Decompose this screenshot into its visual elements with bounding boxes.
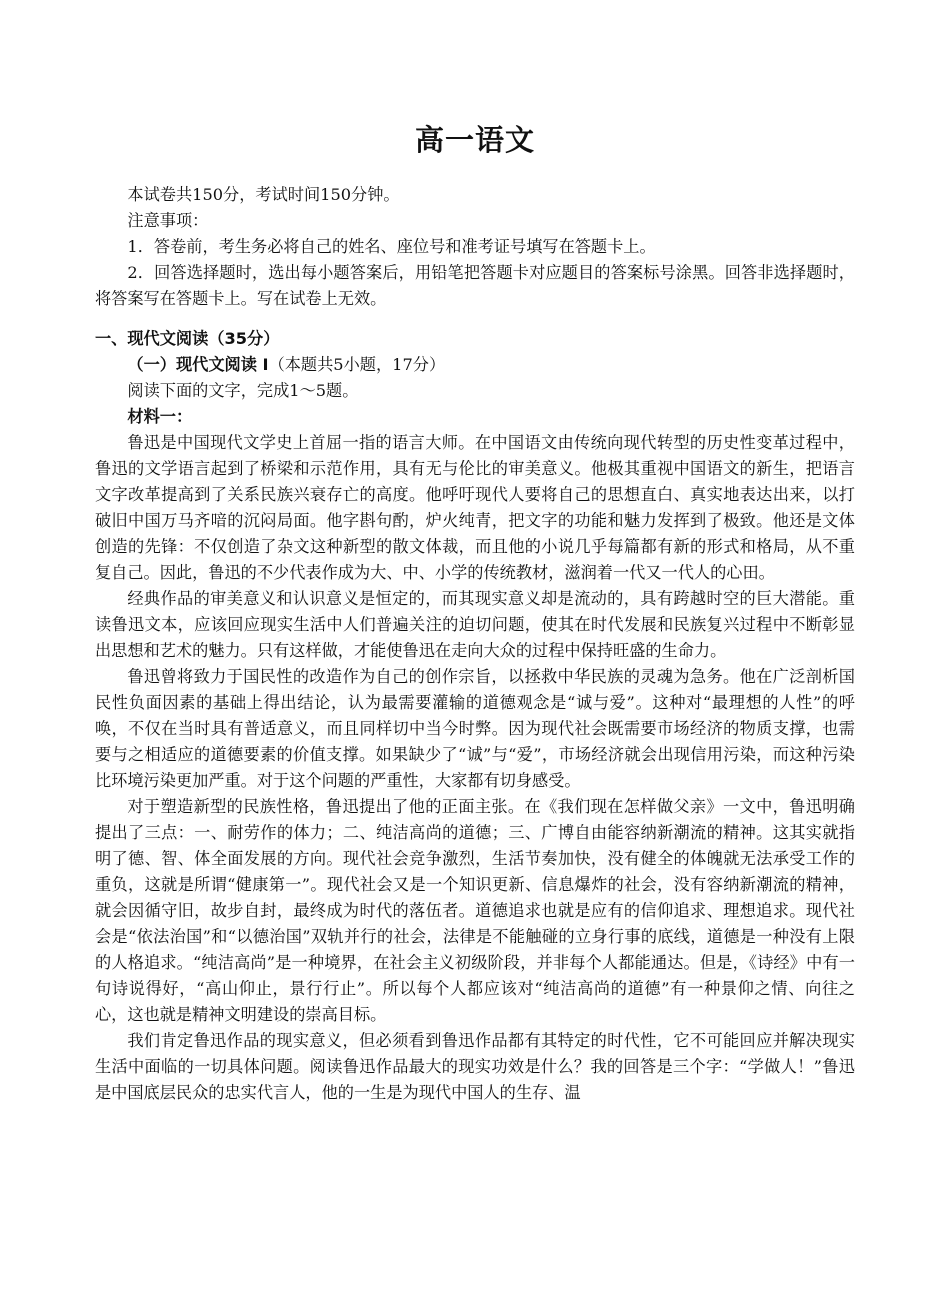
body-paragraph: 经典作品的审美意义和认识意义是恒定的，而其现实意义却是流动的，具有跨越时空的巨大潜能。重读鲁迅文本，应该回应现实生活中人们普遍关注的迫切问题，使其在时代发展和民族复兴过程中不断彰显出思想和艺术的魅力。只有这样做，才能使鲁迅在走向大众的过程中保持旺盛的生命力。: [95, 589, 855, 660]
body-paragraph: 对于塑造新型的民族性格，鲁迅提出了他的正面主张。在《我们现在怎样做父亲》一文中，鲁迅明确提出了三点：一、耐劳作的体力；二、纯洁高尚的道德；三、广博自由能容纳新潮流的精神。这其实就指明了德、智、体全面发展的方向。现代社会竞争激烈，生活节奏加快，没有健全的体魄就无法承受工作的重负，这就是所谓“健康第一”。现代社会又是一个知识更新、信息爆炸的社会，没有容纳新潮流的精神，就会因循守旧，故步自封，最终成为时代的落伍者。道德追求也就是应有的信仰追求、理想追求。现代社会是“依法治国”和“以德治国”双轨并行的社会，法律是不能触碰的立身行事的底线，道德是一种没有上限的人格追求。“纯洁高尚”是一种境界，在社会主义初级阶段，并非每个人都能通达。但是，《诗经》中有一句诗说得好，“高山仰止，景行行止”。所以每个人都应该对“纯洁高尚的道德”有一种景仰之情、向往之心，这也就是精神文明建设的崇高目标。: [95, 797, 855, 1024]
exam-info: 本试卷共150分，考试时间150分钟。: [127, 185, 400, 204]
subsection-meta: （本题共5小题，17分）: [268, 355, 446, 374]
material-label: 材料一：: [127, 407, 193, 426]
body-paragraph: 鲁迅是中国现代文学史上首屈一指的语言大师。在中国语文由传统向现代转型的历史性变革过程中，鲁迅的文学语言起到了桥梁和示范作用，具有无与伦比的审美意义。他极其重视中国语文的新生，把语言文字改革提高到了关系民族兴衰存亡的高度。他呼吁现代人要将自己的思想直白、真实地表达出来，以打破旧中国万马齐喑的沉闷局面。他字斟句酌，炉火纯青，把文字的功能和魅力发挥到了极致。他还是文体创造的先锋：不仅创造了杂文这种新型的散文体裁，而且他的小说几乎每篇都有新的形式和格局，从不重复自己。因此，鲁迅的不少代表作成为大、中、小学的传统教材，滋润着一代又一代人的心田。: [95, 433, 855, 582]
body-paragraph: 我们肯定鲁迅作品的现实意义，但必须看到鲁迅作品都有其特定的时代性，它不可能回应并解决现实生活中面临的一切具体问题。阅读鲁迅作品最大的现实功效是什么？我的回答是三个字：“学做人！”鲁迅是中国底层民众的忠实代言人，他的一生是为现代中国人的生存、温: [95, 1031, 855, 1102]
reading-instruction: 阅读下面的文字，完成1～5题。: [127, 381, 359, 400]
notice-label: 注意事项：: [127, 211, 209, 230]
body-paragraph: 鲁迅曾将致力于国民性的改造作为自己的创作宗旨，以拯救中华民族的灵魂为急务。他在广泛剖析国民性负面因素的基础上得出结论，认为最需要灌输的道德观念是“诚与爱”。这种对“最理想的人性”的呼唤，不仅在当时具有普适意义，而且同样切中当今时弊。因为现代社会既需要市场经济的物质支撑，也需要与之相适应的道德要素的价值支撑。如果缺少了“诚”与“爱”，市场经济就会出现信用污染，而这种污染比环境污染更加严重。对于这个问题的严重性，大家都有切身感受。: [95, 667, 855, 790]
subsection-title: （一）现代文阅读 Ⅰ: [127, 355, 269, 374]
exam-page: [95, 118, 855, 1106]
notice-item-2: 2．回答选择题时，选出每小题答案后，用铅笔把答题卡对应题目的答案标号涂黑。回答非选择题时，将答案写在答题卡上。写在试卷上无效。: [95, 263, 855, 308]
page-title: 高一语文: [414, 123, 535, 157]
notice-item-1: 1．答卷前，考生务必将自己的姓名、座位号和准考证号填写在答题卡上。: [127, 237, 656, 256]
subsection-heading: [95, 352, 855, 378]
section-heading: 一、现代文阅读（35分）: [95, 329, 280, 348]
